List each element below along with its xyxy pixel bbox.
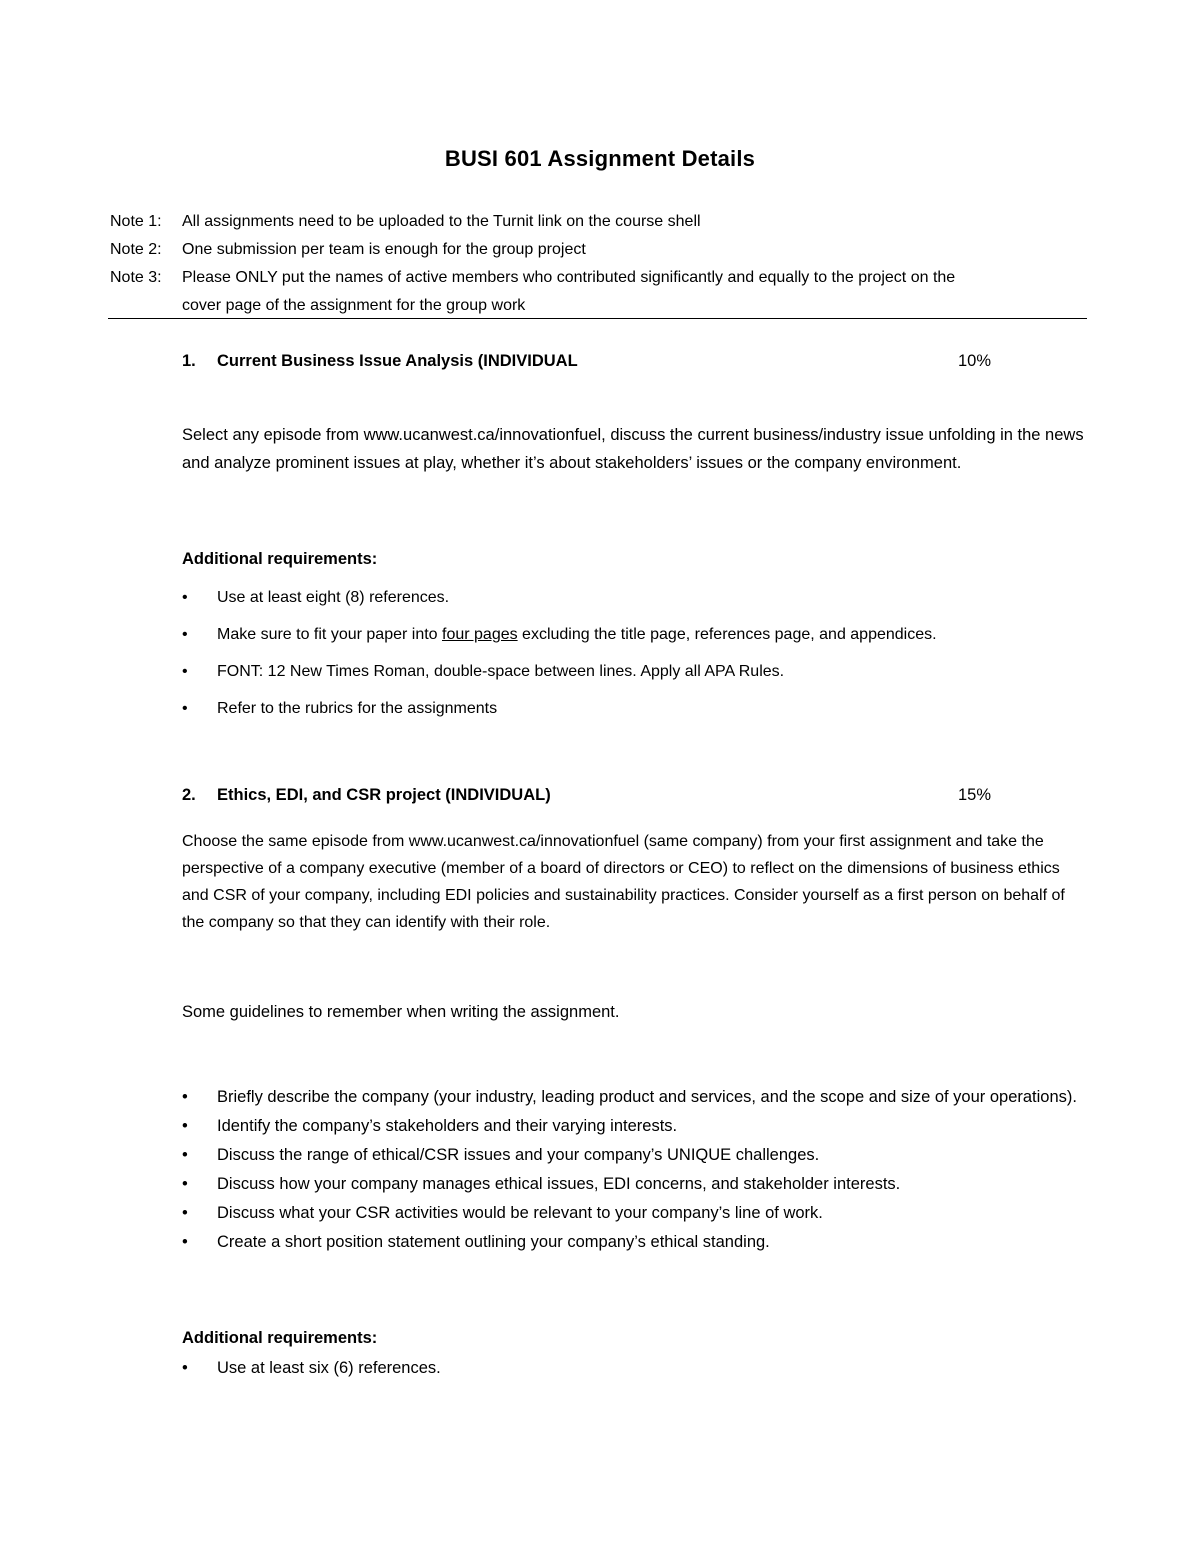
list-item-text: Discuss what your CSR activities would be relevant to your company’s line of work. <box>217 1204 823 1222</box>
bullet-icon: • <box>182 663 188 680</box>
list-item <box>182 1200 1087 1227</box>
list-item-text: Create a short position statement outlining your company’s ethical standing. <box>217 1233 770 1251</box>
section-weight: 10% <box>958 352 992 370</box>
note-2 <box>110 236 1090 264</box>
list-item <box>182 1359 1087 1378</box>
list-item-text: Use at least six (6) references. <box>217 1359 441 1377</box>
list-item <box>182 1113 1087 1140</box>
section-1-paragraph: Select any episode from www.ucanwest.ca/innovationfuel, discuss the current business/industry issue unfolding in the news and analyze prominent issues at play, whether it’s about stakeholders’ issues or the company environment. <box>182 426 1084 472</box>
bullet-icon: • <box>182 1117 188 1135</box>
section-2-paragraph: Choose the same episode from www.ucanwest.ca/innovationfuel (same company) from your first assignment and take the perspective of a company executive (member of a board of directors or CEO) to reflect on the dimensions of business ethics and CSR of your company, including EDI policies and sustainability practices. Consider yourself as a first person on behalf of the company so that they can identify with their role. <box>182 833 1065 931</box>
list-item-text: Refer to the rubrics for the assignments <box>217 700 498 717</box>
list-item <box>182 626 1087 663</box>
list-item-text: Make sure to fit your paper into <box>217 626 442 643</box>
note-text: One submission per team is enough for the group project <box>182 241 586 258</box>
list-item-text: Use at least eight (8) references. <box>217 589 450 606</box>
note-text-line-2: cover page of the assignment for the group work <box>182 297 526 314</box>
bullet-icon: • <box>182 626 188 643</box>
list-item <box>182 1142 1087 1169</box>
section-title: Ethics, EDI, and CSR project (INDIVIDUAL) <box>217 786 551 804</box>
section-1-requirements <box>182 589 1087 737</box>
bullet-icon: • <box>182 1233 188 1251</box>
note-text <box>182 264 1090 320</box>
bullet-icon: • <box>182 1359 188 1377</box>
list-item <box>182 700 1087 737</box>
bullet-icon: • <box>182 589 188 606</box>
section-1-heading <box>182 352 1002 371</box>
list-item-text: excluding the title page, references page, and appendices. <box>517 626 937 643</box>
note-text-line-1: Please ONLY put the names of active members who contributed significantly and equally to the project on the <box>182 269 956 286</box>
section-1-additional-label: Additional requirements: <box>182 550 378 568</box>
list-item-text: Discuss how your company manages ethical issues, EDI concerns, and stakeholder interests. <box>217 1175 901 1193</box>
section-2-heading <box>182 786 1002 805</box>
bullet-icon: • <box>182 1146 188 1164</box>
list-item <box>182 1229 1087 1256</box>
bullet-icon: • <box>182 1088 188 1106</box>
section-2-guidelines <box>182 1084 1087 1258</box>
list-item <box>182 1171 1087 1198</box>
bullet-icon: • <box>182 1204 188 1222</box>
section-number: 2. <box>182 786 196 804</box>
list-item <box>182 1084 1087 1111</box>
note-label: Note 2: <box>110 241 162 258</box>
note-label: Note 1: <box>110 213 162 230</box>
list-item-text: Discuss the range of ethical/CSR issues and your company’s UNIQUE challenges. <box>217 1146 820 1164</box>
section-title: Current Business Issue Analysis (INDIVIDUAL <box>217 352 578 370</box>
list-item-text: Identify the company’s stakeholders and their varying interests. <box>217 1117 678 1135</box>
list-item-text: FONT: 12 New Times Roman, double-space between lines. Apply all APA Rules. <box>217 663 785 680</box>
notes-block <box>110 208 1090 320</box>
note-label: Note 3: <box>110 269 162 286</box>
section-divider <box>108 318 1087 319</box>
section-number: 1. <box>182 352 196 370</box>
note-1 <box>110 208 1090 236</box>
bullet-icon: • <box>182 700 188 717</box>
list-item-text: Briefly describe the company (your industry, leading product and services, and the scope and size of your operations). <box>217 1088 1077 1106</box>
note-text: All assignments need to be uploaded to the Turnit link on the course shell <box>182 213 701 230</box>
list-item <box>182 589 1087 626</box>
bullet-icon: • <box>182 1175 188 1193</box>
document-title: BUSI 601 Assignment Details <box>444 146 756 171</box>
section-2-additional-label: Additional requirements: <box>182 1329 378 1347</box>
section-2-requirements <box>182 1359 1087 1378</box>
list-item <box>182 663 1087 700</box>
note-3 <box>110 264 1090 320</box>
section-weight: 15% <box>958 786 992 804</box>
underlined-text: four pages <box>442 626 518 643</box>
section-2-guidelines-intro: Some guidelines to remember when writing the assignment. <box>182 1003 620 1021</box>
